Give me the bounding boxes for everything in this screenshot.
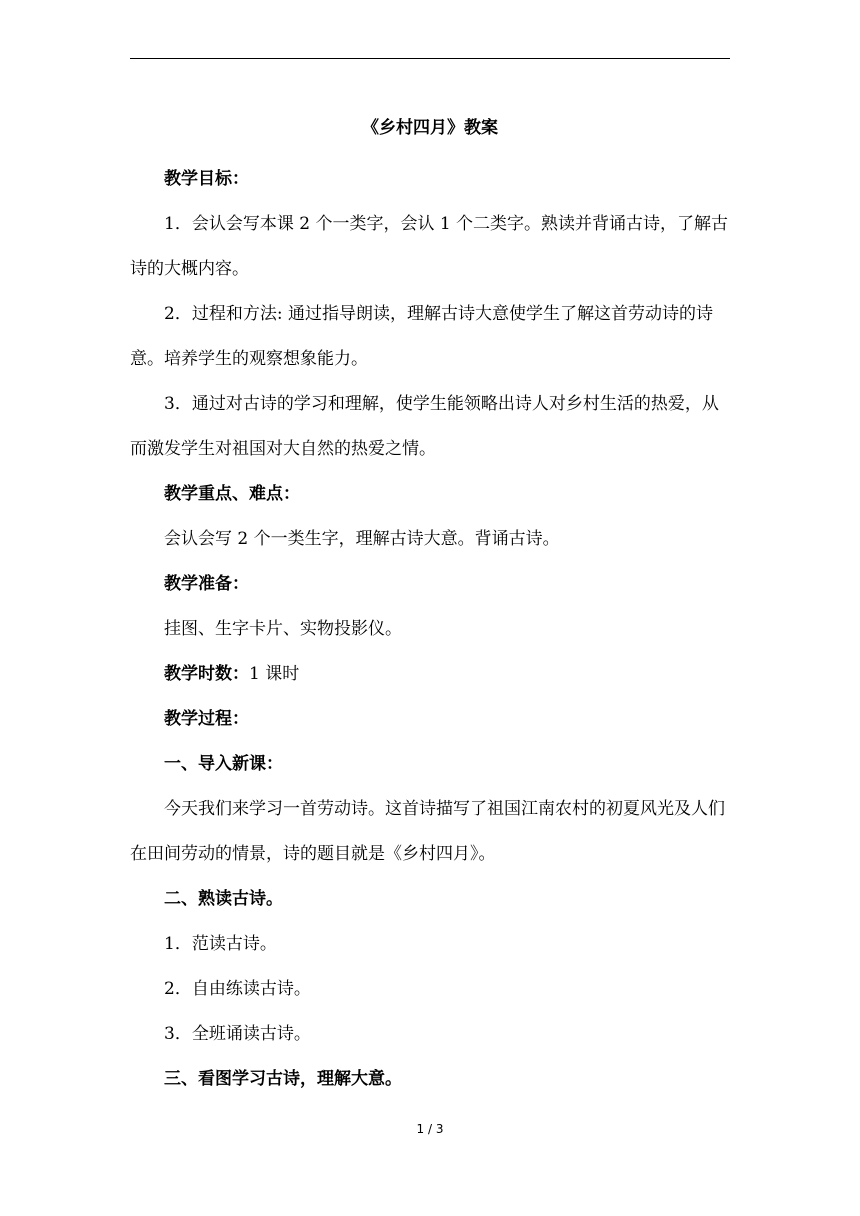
paragraph-section-2-item-1: 1．范读古诗。 (164, 934, 277, 954)
paragraph-objective-2: 2．过程和方法: 通过指导朗读，理解古诗大意使学生了解这首劳动诗的诗意。培养学生的观察想象能力。 (130, 304, 713, 369)
paragraph-preparation: 挂图、生字卡片、实物投影仪。 (164, 619, 402, 639)
paragraph-section-2-heading: 二、熟读古诗。 (164, 889, 283, 909)
document-title: 《乡村四月》教案 (362, 118, 498, 138)
paragraph-section-2-item-3: 3．全班诵读古诗。 (164, 1024, 311, 1044)
page-number: 1 / 3 (416, 1122, 444, 1136)
paragraph-section-1-body: 今天我们来学习一首劳动诗。这首诗描写了祖国江南农村的初夏风光及人们在田间劳动的情景，诗的题目就是《乡村四月》。 (130, 799, 725, 864)
header-rule (130, 58, 730, 59)
paragraph-section-3-heading: 三、看图学习古诗，理解大意。 (164, 1069, 402, 1089)
paragraph-objectives-heading: 教学目标： (164, 169, 249, 189)
paragraph-class-hours: 教学时数：1 课时 (164, 664, 300, 684)
paragraph-section-2-item-2: 2．自由练读古诗。 (164, 979, 311, 999)
paragraph-key-points-heading: 教学重点、难点： (164, 484, 300, 504)
paragraph-objective-1: 1．会认会写本课 2 个一类字，会认 1 个二类字。熟读并背诵古诗，了解古诗的大概内容。 (130, 214, 729, 279)
paragraph-key-points: 会认会写 2 个一类生字，理解古诗大意。背诵古诗。 (164, 529, 560, 549)
paragraph-process-heading: 教学过程： (164, 709, 249, 729)
paragraph-section-1-heading: 一、导入新课： (164, 754, 283, 774)
document-body (130, 112, 730, 1102)
paragraph-preparation-heading: 教学准备： (164, 574, 249, 594)
paragraph-objective-3: 3．通过对古诗的学习和理解，使学生能领略出诗人对乡村生活的热爱，从而激发学生对祖国对大自然的热爱之情。 (130, 394, 719, 459)
